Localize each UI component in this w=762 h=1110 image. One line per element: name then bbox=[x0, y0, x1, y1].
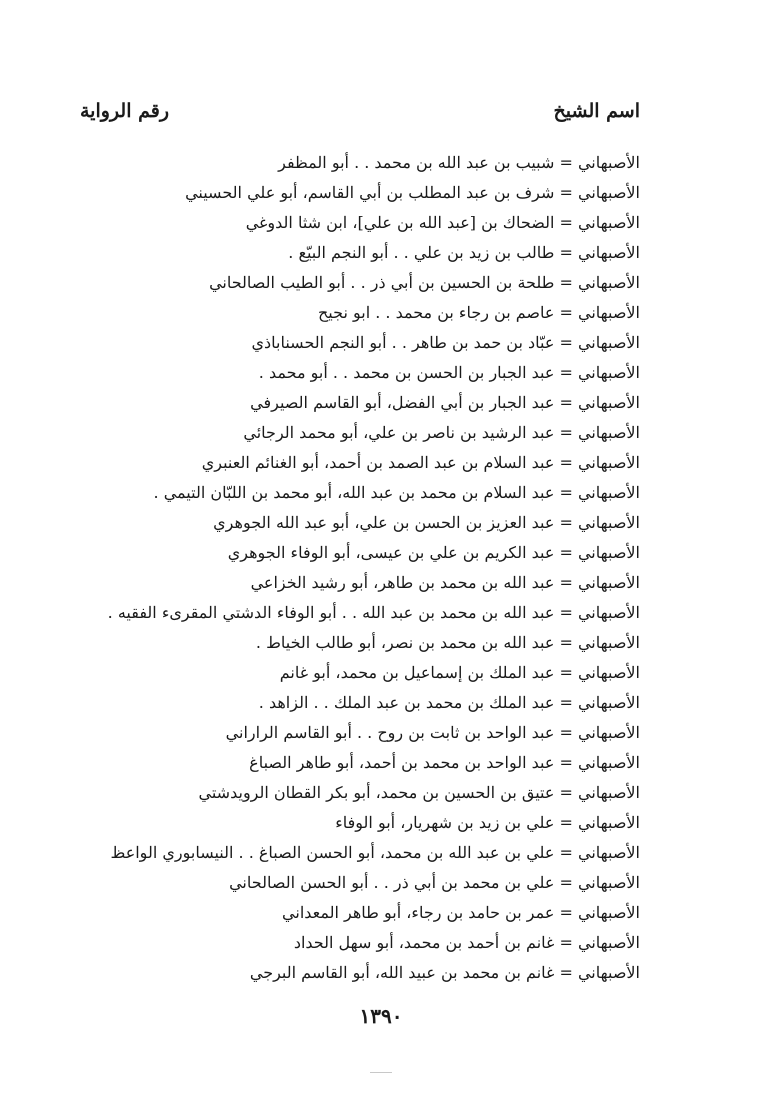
entry-line: الأصبهاني = عبد الملك بن إسماعيل بن محمد، أبو غانم bbox=[279, 663, 640, 682]
entry-line: الأصبهاني = علي بن عبد الله بن محمد، أبو الحسن الصباغ . . النيسابوري الواعظ bbox=[110, 843, 640, 862]
entry-line: الأصبهاني = الضحاك بن [عبد الله بن علي]، ابن شثا الدوغي bbox=[245, 213, 640, 232]
entry-line: الأصبهاني = عبد الجبار بن أبي الفضل، أبو القاسم الصيرفي bbox=[250, 393, 640, 412]
entry-line: الأصبهاني = عبّاد بن حمد بن طاهر . . أبو النجم الحسناباذي bbox=[251, 333, 640, 352]
entry-line: الأصبهاني = غانم بن أحمد بن محمد، أبو سهل الحداد bbox=[293, 933, 640, 952]
entry-line: الأصبهاني = عبد الملك بن محمد بن عبد الملك . . الزاهد . bbox=[258, 693, 640, 712]
entry-line: الأصبهاني = عبد الجبار بن الحسن بن محمد . . أبو محمد . bbox=[258, 363, 640, 382]
entry-line: الأصبهاني = عبد الكريم بن علي بن عيسى، أبو الوفاء الجوهري bbox=[227, 543, 640, 562]
entry-line: الأصبهاني = عبد الله بن محمد بن نصر، أبو طالب الخياط . bbox=[255, 633, 640, 652]
column-title-narration-number: رقم الرواية bbox=[80, 100, 169, 122]
entry-line: الأصبهاني = طالب بن زيد بن علي . . أبو النجم البيّع . bbox=[288, 243, 640, 262]
entry-line: الأصبهاني = شبيب بن عبد الله بن محمد . . أبو المظفر bbox=[278, 153, 640, 172]
entry-line: الأصبهاني = عبد الواحد بن محمد بن أحمد، أبو طاهر الصباغ bbox=[249, 753, 640, 772]
column-title-sheikh-name: اسم الشيخ bbox=[553, 100, 640, 122]
scan-mark-divider bbox=[370, 1072, 392, 1073]
entry-line: الأصبهاني = عبد الرشيد بن ناصر بن علي، أبو محمد الرجائي bbox=[243, 423, 640, 442]
page-number: ١٣٩٠ bbox=[359, 1004, 403, 1028]
entry-line: الأصبهاني = عمر بن حامد بن رجاء، أبو طاهر المعداني bbox=[282, 903, 640, 922]
entry-line: الأصبهاني = عبد الله بن محمد بن طاهر، أبو رشيد الخزاعي bbox=[250, 573, 640, 592]
entry-line: الأصبهاني = عبد السلام بن عبد الصمد بن أحمد، أبو الغنائم العنبري bbox=[201, 453, 640, 472]
entry-line: الأصبهاني = شرف بن عبد المطلب بن أبي القاسم، أبو علي الحسيني bbox=[185, 183, 640, 202]
entry-line: الأصبهاني = عتيق بن الحسين بن محمد، أبو بكر القطان الرويدشتي bbox=[198, 783, 640, 802]
column-header bbox=[80, 100, 640, 134]
entry-line: الأصبهاني = عبد الواحد بن ثابت بن روح . . أبو القاسم الراراني bbox=[225, 723, 640, 742]
entry-line: الأصبهاني = عبد السلام بن محمد بن عبد الله، أبو محمد بن اللبّان التيمي . bbox=[153, 483, 640, 502]
entry-line: الأصبهاني = علي بن زيد بن شهريار، أبو الوفاء bbox=[335, 813, 640, 832]
entry-line: الأصبهاني = علي بن محمد بن أبي ذر . . أبو الحسن الصالحاني bbox=[229, 873, 640, 892]
entry-line: الأصبهاني = عاصم بن رجاء بن محمد . . ابو نجيح bbox=[317, 303, 640, 322]
entry-line: الأصبهاني = طلحة بن الحسين بن أبي ذر . . أبو الطيب الصالحاني bbox=[209, 273, 640, 292]
entry-line: الأصبهاني = غانم بن محمد بن عبيد الله، أبو القاسم البرجي bbox=[249, 963, 640, 982]
entry-line: الأصبهاني = عبد العزيز بن الحسن بن علي، أبو عبد الله الجوهري bbox=[213, 513, 640, 532]
entry-line: الأصبهاني = عبد الله بن محمد بن عبد الله . . أبو الوفاء الدشتي المقرىء الفقيه . bbox=[107, 603, 640, 622]
sheikh-entries-list bbox=[80, 148, 640, 988]
